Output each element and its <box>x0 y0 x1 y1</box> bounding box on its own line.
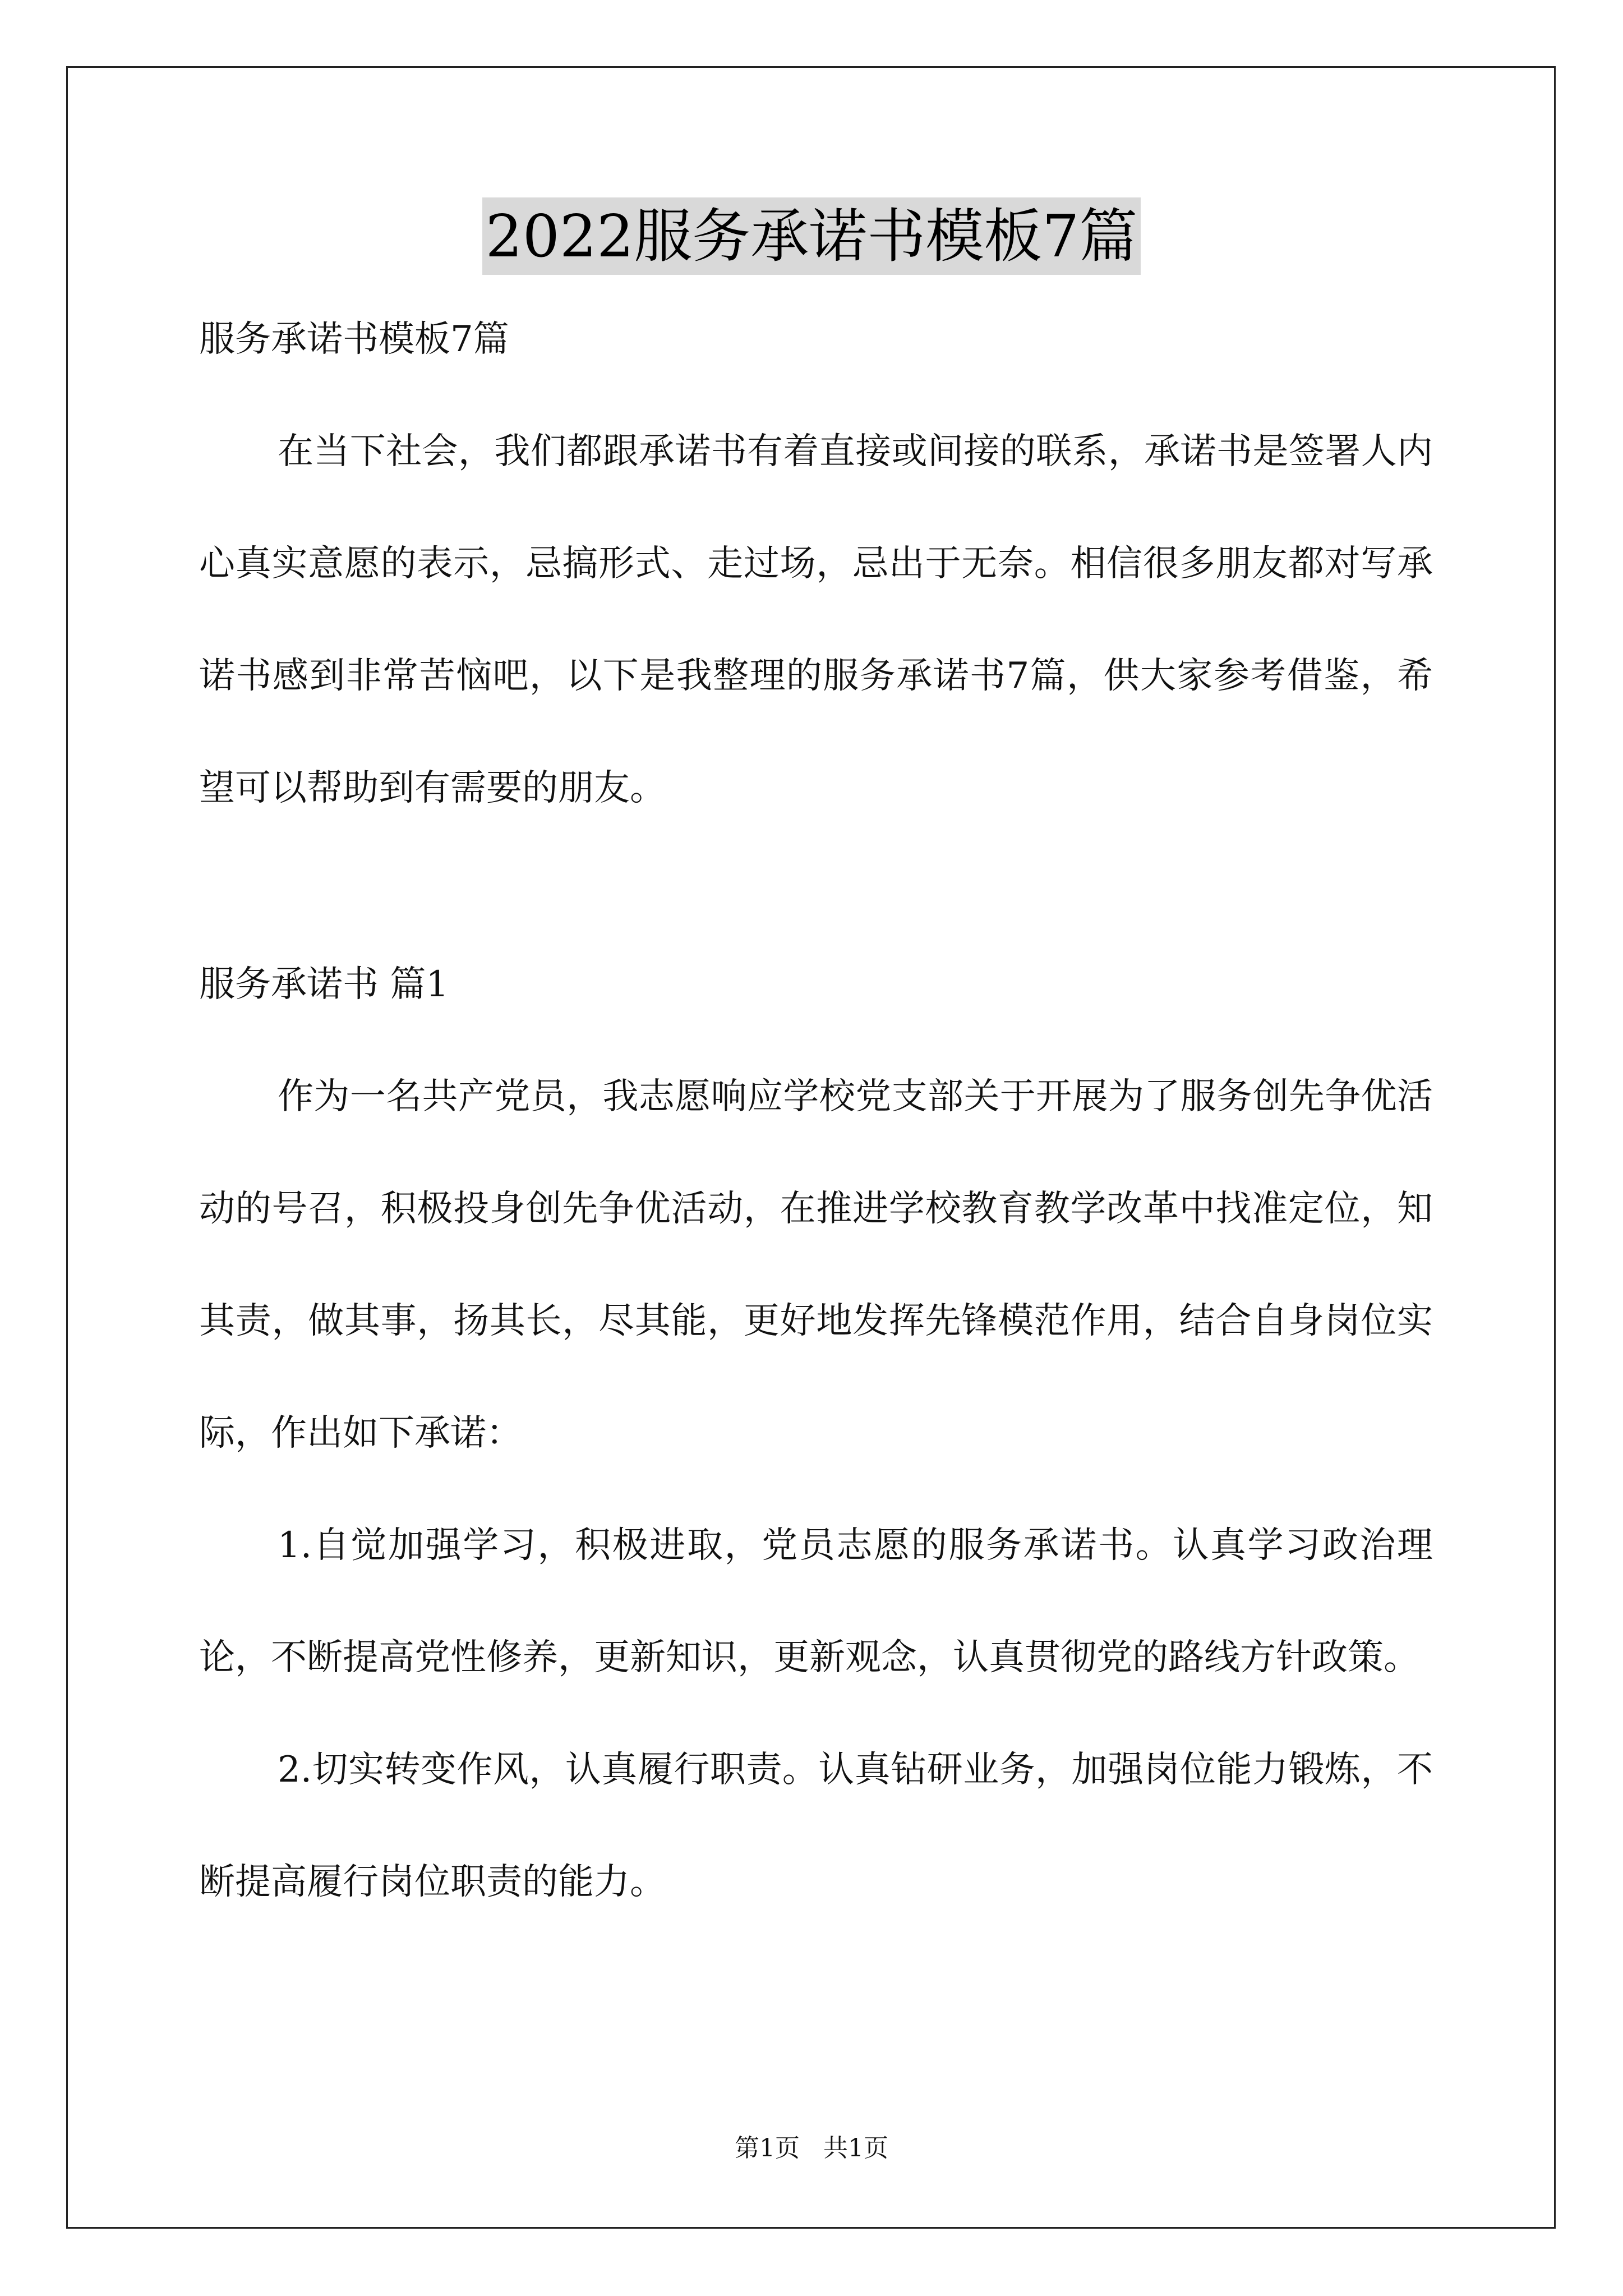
section-paragraph: 作为一名共产党员，我志愿响应学校党支部关于开展为了服务创先争优活动的号召，积极投身创先争优活动，在推进学校教育教学改革中找准定位，知其责，做其事，扬其长，尽其能，更好地发挥先锋模范作用，结合自身岗位实际，作出如下承诺： <box>199 1076 1433 1454</box>
section-paragraph: 2.切实转变作风，认真履行职责。认真钻研业务，加强岗位能力锻炼，不断提高履行岗位职责的能力。 <box>199 1749 1433 1903</box>
page-number: 第1页 <box>735 2134 800 2162</box>
document-title: 2022服务承诺书模板7篇 <box>482 197 1141 275</box>
title-block <box>0 197 1623 275</box>
page-total: 共1页 <box>823 2134 888 2162</box>
section-heading: 服务承诺书 篇1 <box>199 964 449 1005</box>
page-footer <box>0 2132 1623 2165</box>
section-paragraph: 1.自觉加强学习，积极进取，党员志愿的服务承诺书。认真学习政治理论，不断提高党性修养，更新知识，更新观念，认真贯彻党的路线方针政策。 <box>199 1525 1433 1678</box>
document-subtitle: 服务承诺书模板7篇 <box>199 319 509 360</box>
intro-paragraph: 在当下社会，我们都跟承诺书有着直接或间接的联系，承诺书是签署人内心真实意愿的表示，忌搞形式、走过场，忌出于无奈。相信很多朋友都对写承诺书感到非常苦恼吧，以下是我整理的服务承诺书7篇，供大家参考借鉴，希望可以帮助到有需要的朋友。 <box>199 431 1433 809</box>
document-body <box>199 311 1433 1938</box>
